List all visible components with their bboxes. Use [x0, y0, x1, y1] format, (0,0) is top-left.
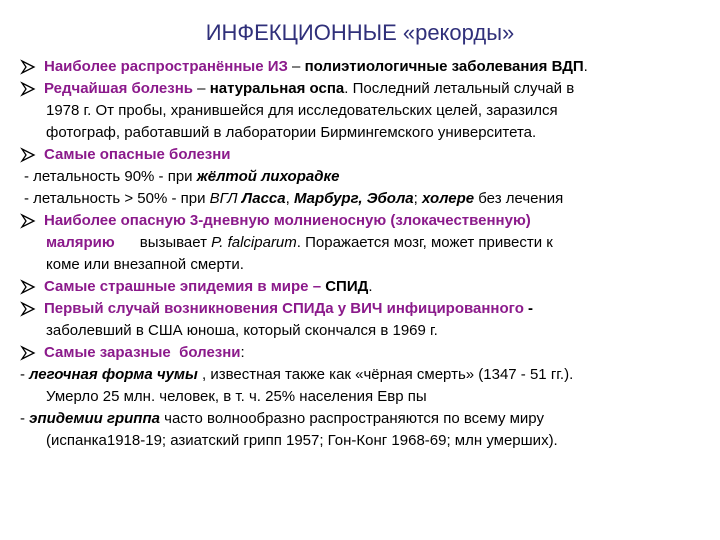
- phrase: ;: [413, 190, 422, 207]
- phrase: ВГЛ: [209, 190, 238, 207]
- phrase: Самые опасные болезни: [44, 146, 231, 163]
- phrase: - летальность 90% - при: [24, 168, 197, 185]
- phrase: P. falciparum: [211, 234, 297, 251]
- text-line: Умерло 25 млн. человек, в т. ч. 25% населения Евр пы: [46, 388, 427, 405]
- text-line: [20, 232, 710, 254]
- dash-line: [20, 188, 710, 210]
- bullet-most-dangerous: [20, 144, 710, 166]
- bullet-aids: [20, 276, 710, 298]
- phrase: . Поражается мозг, может привести к: [296, 234, 553, 251]
- dash-line: [20, 166, 710, 188]
- phrase: Наиболее опасную 3-дневную молниеносную (злокачественную): [44, 212, 531, 229]
- arrow-bullet-icon: [20, 210, 38, 232]
- phrase: Самые страшные эпидемия в мире –: [44, 278, 326, 295]
- phrase: эпидемии гриппа: [29, 410, 160, 427]
- dash-line: [20, 408, 710, 430]
- content: [20, 56, 710, 452]
- phrase: -: [20, 410, 30, 427]
- phrase: малярию: [46, 234, 115, 251]
- text-line: коме или внезапной смерти.: [46, 256, 244, 273]
- phrase: . Последний летальный случай в: [344, 80, 575, 97]
- phrase: .: [368, 278, 373, 295]
- phrase: ,: [285, 190, 294, 207]
- slide-title: ИНФЕКЦИОННЫЕ «рекорды»: [205, 20, 515, 45]
- phrase: Самые заразные болезни: [44, 344, 241, 361]
- phrase: , известная также как «чёрная смерть» (1347 - 51 гг.).: [197, 366, 574, 383]
- text-line: (испанка1918-19; азиатский грипп 1957; Гон-Конг 1968-69; млн умерших).: [46, 432, 558, 449]
- bullet-malaria: [20, 210, 710, 232]
- text-line: 1978 г. От пробы, хранившейся для исследовательских целей, заразился: [46, 102, 558, 119]
- dash-line: [20, 364, 710, 386]
- phrase: –: [193, 80, 210, 97]
- phrase: полиэтиологичные заболевания ВДП: [304, 58, 584, 75]
- phrase: :: [240, 344, 245, 361]
- arrow-bullet-icon: [20, 298, 38, 320]
- arrow-bullet-icon: [20, 342, 38, 364]
- phrase: - летальность > 50% - при: [24, 190, 210, 207]
- phrase: без лечения: [474, 190, 564, 207]
- arrow-bullet-icon: [20, 144, 38, 166]
- phrase: Ласса: [237, 190, 286, 207]
- phrase: Наиболее распространённые ИЗ: [44, 58, 288, 75]
- phrase: –: [287, 58, 305, 75]
- text-line: заболевший в США юноша, который скончался в 1969 г.: [46, 322, 438, 339]
- text-line: фотограф, работавший в лаборатории Бирмингемского университета.: [46, 124, 537, 141]
- phrase: СПИД: [325, 278, 369, 295]
- phrase: холере: [421, 190, 475, 207]
- arrow-bullet-icon: [20, 78, 38, 100]
- phrase: Редчайшая болезнь: [44, 80, 193, 97]
- bullet-rarest: [20, 78, 710, 100]
- bullet-first-hiv-case: [20, 298, 710, 320]
- phrase: Первый случай возникновения СПИДа у ВИЧ инфицированного: [44, 300, 524, 317]
- phrase: Марбург, Эбола: [293, 190, 414, 207]
- phrase: часто волнообразно распространяются по всему миру: [159, 410, 544, 427]
- phrase: -: [523, 300, 534, 317]
- phrase: вызывает: [114, 234, 212, 251]
- phrase: жёлтой лихорадке: [196, 168, 340, 185]
- phrase: легочная форма чумы: [29, 366, 198, 383]
- bullet-most-common: [20, 56, 710, 78]
- arrow-bullet-icon: [20, 276, 38, 298]
- arrow-bullet-icon: [20, 56, 38, 78]
- bullet-most-contagious: [20, 342, 710, 364]
- phrase: натуральная оспа: [209, 80, 345, 97]
- phrase: -: [20, 366, 30, 383]
- phrase: .: [583, 58, 588, 75]
